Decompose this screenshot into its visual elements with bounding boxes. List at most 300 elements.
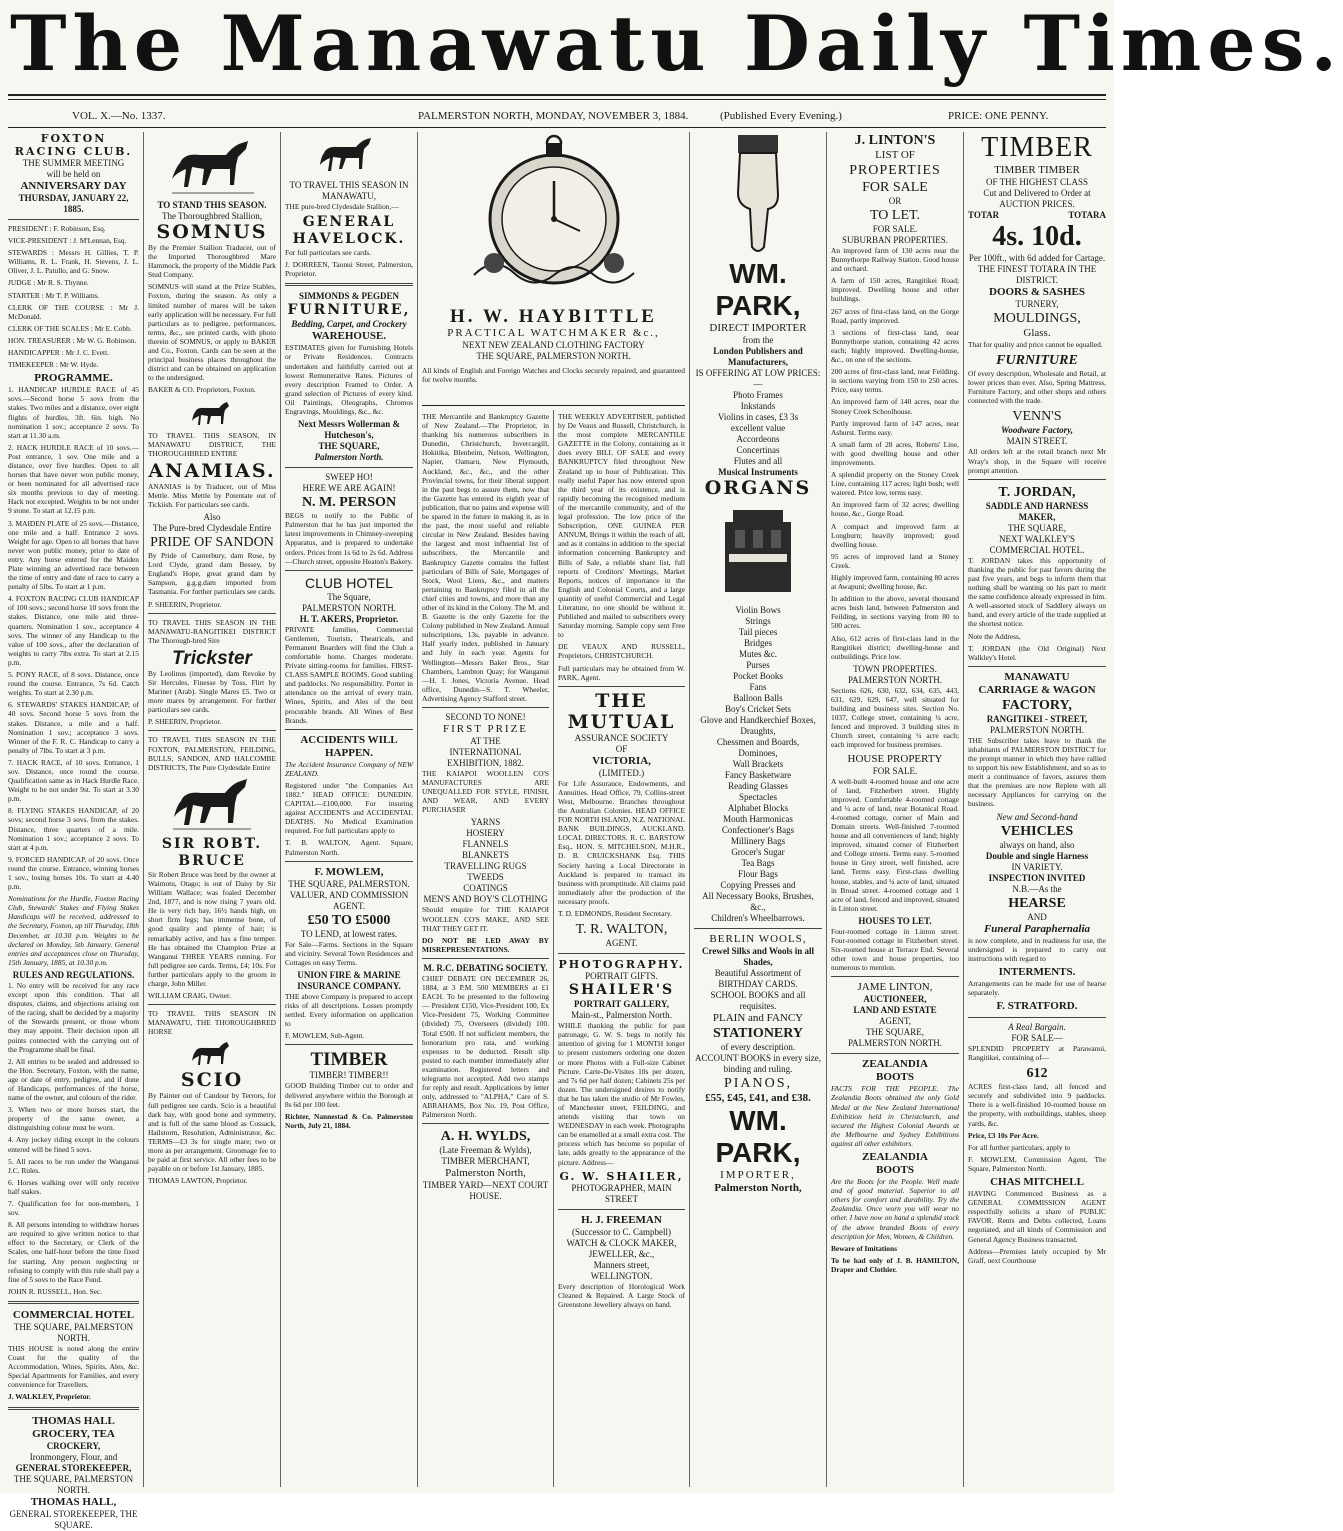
mitchell-name: CHAS MITCHELL	[990, 1176, 1084, 1189]
haybittle-address-2: THE SQUARE, PALMERSTON NORTH.	[476, 351, 631, 361]
wylds-town: Palmerston North,	[445, 1167, 526, 1180]
weekly-advertiser-sign: DE VEAUX AND RUSSELL, Proprietors, CHRISTCHURCH.	[558, 642, 685, 661]
land-estate: LAND AND ESTATE	[853, 1005, 937, 1016]
suburban-item: A compact and improved farm at Longburn; heavily improved; good dwelling house.	[831, 521, 959, 549]
town-properties-body: Sections 626, 630, 632, 634, 635, 443, 631, 629, 629, 647, well situated for building and business sites. Section No. 1037, College street, containing ¼ acre, fenced and improved. 3 building sites in Church street, containing ¼ acre each; each improved for business premises.	[831, 685, 959, 750]
and-label: AND	[1027, 911, 1047, 922]
person-body: BEGS to notify to the Public of Palmerston that he has just imported the latest improvements in Chimney-sweeping Apparatus, and is prepared to undertake orders. Prices from 1s 6d to 2s 6d. Address —Church street, opposite Heaton's Bakery.	[285, 511, 413, 566]
park-item: Concertinas	[736, 445, 780, 455]
shailer-sign: G. W. SHAILER,	[559, 1169, 684, 1183]
programme-item: 5. PONY RACE, of 8 sovs. Distance, once round the course. Entrance, 7s 6d. Catch weights. To start at 2.30 p.m.	[8, 670, 139, 698]
jordan-sign: T. JORDAN (the Old Original) Next Walkley's Hotel.	[968, 643, 1106, 662]
haybittle-body: All kinds of English and Foreign Watches and Clocks securely repaired, and guaranteed for twelve months.	[422, 366, 685, 385]
column-1	[8, 132, 139, 1530]
racing-anniversary: ANNIVERSARY DAY	[20, 180, 127, 192]
column-rule	[280, 132, 281, 1487]
park-item: Reading Glasses	[728, 781, 788, 791]
pride-body: By Pride of Canterbury, dam Rose, by Lord Clyde, grand dam Bessey, by England's Hope, great grand dam by Sampson, g.g.g.dam imported from Tasmania. For further particulars see cards.	[148, 551, 276, 597]
first-prize: FIRST PRIZE	[442, 723, 529, 735]
gazette-body: THE Mercantile and Bankruptcy Gazette of New Zealand.—The Proprietor, in thanking his numerous subscribers in Dunedin, Christchurch, Invercargill, Hokitika, Blenheim, Nelson, Wellington, Napier, Oamaru, New Plymouth, Auckland, &c., &c., and the other Provincial towns, for their liberal support in the past begs to assure them, now that the Gazette has entered its eighth year of publication, that no pains and expense will be spared in the future in making it, as in the past, the most useful and reliable circular in New Zealand. Besides having the largest and most influential list of subscribers, the Mercantile and Bankruptcy Gazette contains the fullest particulars of Bills of Sale, Mortgages of Stock, Wool Liens, &c., and matters pertaining to Bankruptcy filed in all the chief cities and towns, and more than any other of its kind in the Colony. The M. and B. Gazette is the only Gazette for the Colony published in New Zealand. Annual subscriptions, 13s, payable in advance. Half yearly index, published in January and July in each year. Agents for Wellington—Messrs Baker Bros., Star Chambers, Lambton Quay; for Wanganui —H. I. Jones, Victoria Avenue. Head office, Dunedin—S. T. Wheeler, Advertising Agency Stafford street.	[422, 412, 549, 703]
suburban-item: A splendid property on the Stoney Creek Line, containing 117 acres; light bush; well watered. Price low, terms easy.	[831, 470, 960, 498]
mutual-sign: T. D. EDMONDS, Resident Secretary.	[558, 909, 672, 919]
programme-item: 6. STEWARDS' STAKES HANDICAP, of 40 sovs. Second horse 5 sovs from the stakes. Distance, a mile and a half. Nomination 1 sov.; acceptance 3 sovs. Winner of the F. R. C. Handicap to carry a penalty of 7lbs. To start at 3 p.m.	[8, 700, 139, 755]
park-item: Photo Frames	[733, 390, 783, 400]
suburban-item: 200 acres of first-class land, near Feilding, in sections varying from 150 to 250 acres. Price, easy terms.	[831, 367, 959, 395]
note-address: Note the Address,	[968, 631, 1021, 641]
stationery-description: of every description.	[720, 1042, 796, 1052]
shailer-address: Main-st., Palmerston North.	[571, 1010, 672, 1021]
trickster-name: Trickster	[172, 647, 252, 669]
debating-title: M. R.C. DEBATING SOCIETY.	[423, 962, 548, 973]
jordan-next: NEXT WALKLEY'S COMMERCIAL HOTEL.	[989, 533, 1085, 555]
park-from: from the	[742, 335, 774, 345]
union-sign: F. MOWLEM, Sub-Agent.	[285, 1031, 365, 1041]
column-2	[148, 132, 276, 1487]
totara-label: TOTARA	[1068, 210, 1106, 220]
union-body: THE above Company is prepared to accept risks of all descriptions. Losses promptly settled. Every information on application to	[285, 991, 413, 1029]
thomas-hall-title: THOMAS HALL	[32, 1414, 115, 1427]
linton-to-let: TO LET.	[869, 208, 921, 223]
inspection-invited: INSPECTION INVITED	[988, 872, 1086, 883]
column-6	[694, 132, 822, 1487]
house-property-sale: FOR SALE.	[872, 765, 918, 776]
simmonds-pegden: SIMMONDS & PEGDEN	[298, 291, 399, 302]
rule-item: 4. Any jockey riding except in the colours entered will be fined 5 sovs.	[8, 1135, 139, 1154]
timber-title: TIMBER	[981, 132, 1093, 163]
publication-note: (Published Every Evening.)	[720, 110, 842, 122]
park-item: Mutes &c.	[739, 649, 777, 659]
timber-heading: TIMBER	[310, 1049, 388, 1071]
for-sale: FOR SALE—	[1011, 1033, 1063, 1043]
somnus-stand-title: TO STAND THIS SEASON.	[157, 200, 267, 210]
mowlem-role: VALUER, AND COMMISSION AGENT.	[289, 889, 409, 911]
park-item: Flutes and all	[733, 456, 783, 466]
freeman-body: Every description of Horological Work Cleaned & Repaired. A Large Stock of Greenstone Jewellery always on hand.	[558, 1281, 685, 1309]
commercial-hotel-sign: J. WALKLEY, Proprietor.	[8, 1392, 91, 1402]
officer-line: HANDICAPPER : Mr J. C. Evett.	[8, 348, 110, 358]
programme-item: 2. HACK HURDLE RACE of 10 sovs.—Post entrance, 1 sov. One mile and a distance, over five hurdles. Open to all horses that have never won public money, or been nominated for all advertised race six months previous to day of meeting. Hack not excepted. Weights to be not under 9 stone. To start at 12.15 p.m.	[8, 442, 139, 516]
arrangements: Arrangements can be made for use of hearse separately.	[968, 978, 1106, 997]
havelock-intro: THE pure-bred Clydesdale Stallion,—	[285, 202, 399, 211]
volume-number: VOL. X.—No. 1337.	[72, 110, 166, 122]
main-street: MAIN STREET.	[1006, 436, 1068, 447]
jordan-square: THE SQUARE,	[1008, 522, 1066, 533]
officer-line: VICE-PRESIDENT : J. M'Lennan, Esq.	[8, 236, 127, 246]
somnus-pedigree: By the Premier Stallion Traducer, out of the Imported Thoroughbred Mare Hammock, the property of the Middle Park Stud Company.	[148, 243, 276, 280]
bruce-name: SIR ROBT. BRUCE	[161, 835, 263, 869]
havelock-heading: TO TRAVEL THIS SEASON IN MANAWATU,	[289, 180, 409, 201]
anamias-heading: TO TRAVEL THIS SEASON, IN MANAWATU DISTRICT, THE THOROUGHBRED ENTIRE	[148, 430, 276, 458]
rule-item: 7. Qualification fee for non-members, 1 sov.	[8, 1199, 139, 1218]
wylds-late: (Late Freeman & Wylds),	[439, 1145, 532, 1156]
pianos-prices: £55, £45, £41, and £38.	[705, 1092, 811, 1104]
acres-number: 612	[1026, 1066, 1048, 1082]
timber-body: GOOD Building Timber cut to order and delivered anywhere within the Borough at 8s 6d per 100 feet.	[285, 1081, 413, 1109]
thomas-hall-ironmongery: Ironmongery, Flour, and	[29, 1451, 118, 1462]
next-door: Next Messrs Wollerman & Hutcheson's,	[297, 419, 401, 441]
column-rule	[143, 132, 144, 1487]
park-item: Millinery Bags	[730, 836, 786, 846]
mutual-of: OF	[615, 743, 628, 754]
park-item: All Necessary Books, Brushes, &c.,	[702, 891, 814, 912]
somnus-name: SOMNUS	[156, 221, 268, 243]
beware-imitations: Beware of Imitations	[831, 1243, 897, 1253]
suburban-item: 95 acres of improved land at Stoney Creek.	[831, 551, 959, 570]
havelock-sign: J. DORREEN, Taonui Street, Palmerston, Proprietor.	[285, 260, 413, 279]
zealandia-body: Are the Boots for the People. Well made and of good material. Superior to all others for comfort and durability. Try the Zealandia. Once worn you will wear no other. I have now on hand a splendid stock of the above branded Boots of every description for Men, Women, & Children.	[831, 1177, 959, 1241]
accidents-heading: ACCIDENTS WILL HAPPEN.	[300, 733, 398, 759]
in-variety: IN VARIETY.	[1011, 861, 1063, 872]
at-the: AT THE	[470, 736, 501, 746]
finest-totara: THE FINEST TOTARA IN THE DISTRICT.	[977, 264, 1097, 285]
park-direct-importer: DIRECT IMPORTER	[709, 322, 807, 334]
rule-item: 3. When two or more horses start, the property of the same owner, a distinguishing colour must be worn.	[8, 1105, 139, 1133]
zealandia-heading: ZEALANDIA	[861, 1058, 928, 1071]
park-item: Wall Brackets	[732, 759, 784, 769]
thomas-hall-address: THE SQUARE, PALMERSTON NORTH.	[13, 1473, 134, 1495]
loan-body: For Sale—Farms. Sections in the Square and vicinity. Several Town Residences and Cottages on easy Terms.	[285, 939, 413, 967]
town-properties-heading: TOWN PROPERTIES.	[853, 663, 937, 674]
park-item: Grocer's Sugar	[731, 847, 785, 857]
shailer-gallery: PORTRAIT GALLERY,	[574, 999, 669, 1010]
park-item: Chessmen and Boards,	[716, 737, 800, 747]
union-heading: UNION FIRE & MARINE INSURANCE COMPANY.	[297, 969, 401, 991]
suburban-item: A farm of 150 acres, Rangitikei Road; improved. Dwelling house and other buildings.	[831, 276, 959, 304]
jordan-body: T. JORDAN takes this opportunity of thanking the public for past favors during the past five years, and begs to inform them that nothing shall be wanting on his part to merit the same confidence already expressed in him. A well-assorted stock of Saddlery always on hand, and every article of the trade supplied at the shortest notice.	[968, 555, 1106, 629]
suburban-item: An improved farm of 32 acres; dwelling house, &c., Gorge Road.	[831, 500, 959, 519]
park-publishers: London Publishers and Manufacturers,	[713, 346, 803, 367]
freeman-trade: WATCH & CLOCK MAKER, JEWELLER, &c.,	[566, 1237, 677, 1259]
commercial-hotel-body: THIS HOUSE is noted along the entire Coast for the quality of the Accommodation, Wines, Spirits, Ales, &c. Special Apartments for Families, and every convenience for Travellers.	[8, 1343, 139, 1390]
thomas-hall-general: GENERAL STOREKEEPER, THE SQUARE.	[9, 1508, 138, 1530]
park-item: Purses	[746, 660, 770, 670]
somnus-sign: BAKER & CO. Proprietors, Foxton.	[148, 385, 256, 395]
officer-line: PRESIDENT : F. Robinson, Esq.	[8, 224, 106, 233]
racing-signature: JOHN R. RUSSELL, Hon. Sec.	[8, 1286, 103, 1296]
thomas-hall-storekeeper: GENERAL STOREKEEPER,	[15, 1462, 132, 1473]
pocket-watch-illustration	[454, 135, 654, 303]
price: PRICE: ONE PENNY.	[948, 110, 1049, 122]
turnery: TURNERY,	[1015, 299, 1059, 309]
auction-prices: Cut and Delivered to Order at AUCTION PRICES.	[983, 188, 1091, 209]
linton-properties: PROPERTIES	[849, 163, 941, 178]
shailer-photographer: PHOTOGRAPHER, MAIN STREET	[571, 1182, 672, 1204]
quality-price: That for quality and price cannot be equalled.	[968, 340, 1103, 349]
birthday-cards: Beautiful Assortment of BIRTHDAY CARDS.	[714, 968, 802, 989]
totara-labels	[968, 210, 1106, 221]
programme-item: 1. HANDICAP HURDLE RACE of 45 sovs.—Second horse 5 sovs from the stakes. Two miles and a distance, over eight flights of hurdles, 3ft. 6in. high. No nomination 1 sov.; acceptance 2 sovs. To start at 11.30 a.m.	[8, 385, 139, 440]
freeman-town: WELLINGTON.	[590, 1270, 653, 1281]
funeral-paraphernalia: Funeral Paraphernalia	[983, 922, 1091, 935]
accident-company: The Accident Insurance Company of NEW ZEALAND.	[285, 759, 413, 778]
warehouse-heading: WAREHOUSE.	[311, 330, 387, 343]
mutual-limited: (LIMITED.)	[598, 767, 645, 778]
park-item: Flour Bags	[738, 869, 778, 879]
masthead-rule-thin	[8, 99, 1106, 100]
timber-price: 4s. 10d.	[992, 221, 1082, 252]
nominations-notice: Nominations for the Hurdle, Foxton Racing Club, Stewards' Stakes and Flying Stakes Handicaps will be received, addressed to the Secretary, Foxton, up till Thursday, 18th December, at 10.30 p.m. Weights to be declared on Monday, 5th January. General entries and acceptances close on Thursday, 15th January, 1885, at 10.30 p.m.	[8, 894, 139, 967]
park-item: Draughts,	[740, 726, 776, 736]
pianos-heading: PIANOS,	[723, 1076, 793, 1091]
furniture-body: Of every description, Wholesale and Retail, at lower prices than ever. Also, Spring Mattress, Furniture Factory, and other shops and others connected with the trade.	[968, 369, 1106, 406]
pride-sign: P. SHEERIN, Proprietor.	[148, 599, 222, 609]
linton-for-sale: FOR SALE	[862, 180, 928, 195]
thomas-hall-title-2: THOMAS HALL,	[30, 1495, 117, 1508]
organs-heading: ORGANS	[704, 477, 812, 499]
shailer-body: WHILE thanking the public for past patronage, G. W. S. begs to notify his intention of giving for 1 MONTH longer to present customers ordering one dozen or more Photos with a Full-size Cabinet Picture. Carte-De-Visites 10s per dozen, and 7s 6d per half dozen; Cabinets 25s per dozen. The undersigned desires to notify that he has taken the studio of Mr Fowles, of Manchester street, FEILDING, and attends visiting that town on WEDNESDAY in each week. Photographs can be enamelled at a small extra cost. The process which has become so popular of late, adds greatly to the appearance of the picture. Address—	[558, 1021, 685, 1167]
programme-item: 4. FOXTON RACING CLUB HANDICAP of 100 sovs.; second horse 10 sovs from the stakes. Distance, one mile and three-quarters. Nomination 1 sov., acceptance 4 sovs. The winner of any Handicap to the value of 100 sovs., after the declaration of weights to carry 7lbs extra. To start at 2.15 p.m.	[8, 594, 139, 667]
palmerston-north: PALMERSTON NORTH.	[990, 724, 1084, 735]
racing-will-be-held: will be held on	[46, 169, 101, 179]
mutual-body: For Life Assurance, Endowments, and Annuities. Head Office, 79, Collins-street West, Melbourne. Branches throughout the Australian Colonies. HEAD OFFICE FOR NORTH ISLAND, N.Z. NATIONAL BANK BUILDINGS, AUCKLAND. LOCAL DIRECTORS. R. C. BARSTOW Esq., HON. S. MITCHELSON, M.H.R., D. B. CRUICKSHANK Esq. THIS Society having a Local Directorate in Auckland is prepared to transact its business with promptitude. All claims paid immediately after the production of the necessary proofs.	[558, 778, 685, 906]
auctioneer: AUCTIONEER,	[863, 994, 927, 1005]
programme-item: 8. FLYING STAKES HANDICAP, of 20 sovs; second horse 3 sovs. from the stakes. Distance, three quarters of a mile. Nomination 1 sov.; acceptance 2 sovs. To start at 4 p.m.	[8, 806, 139, 852]
programme-title: PROGRAMME.	[34, 372, 113, 385]
further-particulars: For all further particulars, apply to	[968, 1142, 1071, 1152]
somnus-body: SOMNUS will stand at the Prize Stables, Foxton, during the season. As only a limited number of mares will be taken early application will be necessary. For full particulars as to pedigree, performances, terms, &c., see printed cards, with photo therein of SOMNUS, or apply to BAKER and Co., Foxton. Cards can be seen at the principal business places throughout the district and can be obtained on application to the undersigned.	[148, 282, 276, 383]
column-rule	[689, 132, 690, 1487]
mitchell-address: Address—Premises lately occupied by Mr Graff, next Courthouse	[968, 1246, 1106, 1265]
programme-item: 7. HACK RACE, of 10 sovs. Entrance, 1 sov. Distance, once round the course. Qualification same as in Hack Hurdle Race. Weight to be not under 9st. To start at 3.30 p.m.	[8, 757, 139, 804]
officer-line: TIMEKEEPER : Mr W. Hyde.	[8, 360, 99, 370]
havelock-particulars: For full particulars see cards.	[285, 248, 371, 258]
park-item: Alphabet Blocks	[727, 803, 789, 813]
rangitikei-street: RANGITIKEI - STREET,	[986, 713, 1088, 724]
officer-line: STEWARDS : Messrs H. Gillies, T. P. Williams, R. L. Frank, H. Stevens, J. L. Oliver, J. L. Patullo, and G. Snow.	[8, 248, 139, 276]
trickster-heading: TO TRAVEL THIS SEASON IN THE MANAWATU-RANGITIKEI DISTRICT The Thorough-bred Sire	[148, 617, 276, 645]
park-offering: IS OFFERING AT LOW PRICES:—	[695, 368, 821, 389]
park-item: Confectioner's Bags	[721, 825, 795, 835]
bruce-sign: WILLIAM CRAIG, Owner.	[148, 991, 231, 1001]
club-hotel-body: PRIVATE families, Commercial Gentlemen, Tourists, Theatricals, and Permanent Boarders will find the Club a comfortable home. Charges moderate. Private sitting-rooms for families. FIRST-CLASS SAMPLE ROOMS. Good stabling and paddocks. No responsibility. Porter in attendance on the arrival of every train. Wines, Spirits, and Ales of the best procurable brands. All Wines of Best Brands.	[285, 624, 413, 725]
vehicles-heading: VEHICLES	[1000, 823, 1074, 839]
mowlem-agent: F. MOWLEM, Commission Agent, The Square, Palmerston North.	[968, 1154, 1106, 1173]
always-on-hand: always on hand, also	[999, 839, 1075, 850]
palmerston-north: PALMERSTON NORTH.	[848, 1038, 942, 1049]
double-single-harness: Double and single Harness	[985, 850, 1089, 861]
park-item: Glove and Handkerchief Boxes,	[700, 715, 816, 725]
jame-linton: JAME LINTON,	[857, 981, 933, 994]
park-name-2: WM. PARK,	[715, 1105, 801, 1168]
town-properties-location: PALMERSTON NORTH.	[848, 674, 942, 685]
accident-sign: T. B. WALTON, Agent. Square, Palmerston North.	[285, 838, 413, 857]
linton-name: J. LINTON'S	[854, 133, 936, 148]
programme-item: 9. FORCED HANDICAP, of 20 sovs. Once round the course. Entrance, winning horses 1 sov., losing horses 10s. To start at 4.40 p.m.	[8, 854, 139, 892]
rules-title: RULES AND REGULATIONS.	[12, 969, 135, 980]
new-second-hand: New and Second-hand	[996, 811, 1078, 822]
funeral-body: is now complete, and in readiness for use, the undersigned is prepared to carry out instructions with regard to	[968, 935, 1106, 963]
scio-name: SCIO	[180, 1069, 244, 1092]
timber-subheading: TIMBER! TIMBER!!	[309, 1070, 389, 1081]
venns-heading: VENN'S	[1012, 409, 1062, 425]
park-item: Mouth Harmonicas	[723, 814, 793, 824]
suburban-heading: SUBURBAN PROPERTIES.	[842, 235, 948, 245]
freeman-successor: (Successor to C. Campbell)	[572, 1226, 671, 1237]
account-books: ACCOUNT BOOKS in every size, binding and ruling.	[694, 1053, 822, 1074]
column-rule	[963, 132, 964, 1487]
rule-item: 2. All entries to be sealed and addressed to the Hon. Secretary, Foxton, with the name, age or date of entry, pedigree, and if done of Handicaps, performances of the horse, name of the owner, and colours of the rider.	[8, 1056, 139, 1103]
splendid-property: SPLENDID PROPERTY at Parawanui, Rangitikei, containing of—	[968, 1044, 1106, 1063]
officer-line: HON. TREASURER : Mr W. G. Robinson.	[8, 335, 137, 345]
rule-item: 1. No entry will be received for any race except upon this condition. That all disputes, claims, and objections arising out of the racing, shall be decided by a majority of the Stewards present, or those whom they may appoint. Their decision upon all points connected with the carrying out of the Programme shall be final.	[8, 980, 139, 1054]
club-hotel-proprietor: H. T. AKERS, Proprietor.	[299, 613, 399, 624]
suburban-item: 3 sections of first-class land, near Bunnythorpe station, containing 42 acres each; highly improved. Dwelling-house, &c., on one of the sections.	[831, 327, 959, 365]
somnus-thoroughbred: The Thoroughbred Stallion,	[161, 211, 263, 221]
pointing-hand-icon	[728, 135, 788, 255]
stratford-name: F. STRATFORD.	[996, 1000, 1078, 1012]
totar-label: TOTAR	[968, 210, 1000, 220]
portrait-gifts: PORTRAIT GIFTS.	[585, 971, 658, 982]
suburban-item: Partly improved farm of 147 acres, near Ashurst. Terms easy.	[831, 418, 959, 437]
walton-name: T. R. WALTON,	[575, 922, 668, 938]
dateline	[8, 106, 1106, 126]
also-label: Also	[203, 512, 221, 523]
racing-club-title: FOXTON RACING CLUB.	[14, 132, 133, 158]
linton-for-sale-2: FOR SALE.	[872, 224, 918, 234]
shailer-name: SHAILER'S	[568, 982, 675, 999]
crewel-silks: Crewel Silks and Wools in all Shades,	[702, 946, 814, 967]
school-books: SCHOOL BOOKS and all requisites.	[710, 990, 806, 1011]
pride-of-sandon-name: PRIDE OF SANDON	[150, 535, 274, 551]
rule-item: 5. All races to be run under the Wanganui J.C. Rules.	[8, 1156, 139, 1175]
organ-illustration	[713, 502, 803, 602]
park-item: Accordeons	[736, 434, 780, 444]
factory-body: THE Subscriber takes leave to thank the inhabitants of PALMERSTON DISTRICT for the prompt manner in which they have rallied to support his new Establishment, and so as to merit a continuance of favors, assures them that the premises are now Replete with all necessary Appliances for carrying on the business.	[968, 735, 1106, 809]
masthead-rule	[8, 94, 1106, 96]
suburban-item: In addition to the above, several thousand acres bush land, between Palmerston and Feilding, in sections varying from 80 to 500 acres.	[831, 594, 959, 631]
musical-instruments: Musical Instruments	[718, 467, 798, 477]
stationery-heading: STATIONERY	[712, 1026, 803, 1041]
photography-heading: PHOTOGRAPHY.	[558, 958, 685, 972]
clydesdale-illustration	[167, 775, 257, 833]
international-exhibition: INTERNATIONAL EXHIBITION, 1882.	[447, 747, 524, 768]
per-100ft: Per 100ft., with 6d added for Cartage.	[968, 253, 1106, 263]
mutual-society: ASSURANCE SOCIETY	[574, 732, 669, 743]
interments-heading: INTERMENTS.	[998, 965, 1076, 978]
timber-sign: Richter, Nannestad & Co. Palmerston North, July 21, 1884.	[285, 1111, 413, 1130]
thomas-hall-grocery: GROCERY, TEA	[32, 1427, 115, 1440]
accident-body: Registered under "the Companies Act 1882." HEAD OFFICE: DUNEDIN. CAPITAL—£100,000. For insuring against ACCIDENTS and ACCIDENTAL DEATHS. No Medical Examination required. For full particulars apply to	[285, 780, 413, 836]
racing-meeting: THE SUMMER MEETING	[22, 158, 125, 168]
house-property-heading: HOUSE PROPERTY	[847, 752, 943, 765]
officer-line: JUDGE : Mr R. S. Thynne.	[8, 278, 89, 288]
berlin-wools: BERLIN WOOLS,	[709, 933, 807, 945]
person-name: N. M. PERSON	[301, 495, 397, 511]
sweep-ho: SWEEP HO!	[325, 472, 373, 483]
programme-item: 3. MAIDEN PLATE of 25 sovs.—Distance, one mile and a half. Entrance 2 sovs. Weight for age. Open to all horses that have never won public money, prior to date of entry. Any horse entered for the Maiden Plate winning an advertised race between the time of entry and date of race to carry a penalty of 5lbs. To start at 1 p.m.	[8, 518, 139, 592]
zealandia-boots-2: BOOTS	[876, 1164, 914, 1177]
bedding-carpet-crockery: Bedding, Carpet, and Crockery	[291, 319, 407, 330]
highest-class: OF THE HIGHEST CLASS	[986, 177, 1088, 187]
anamias-body: ANANIAS is by Traducer, out of Miss Mettle. Miss Mettle by Potentate out of Tickiish. For particulars see cards.	[148, 481, 276, 509]
weekly-advertiser-agent: Full particulars may be obtained from W. PARK, Agent.	[558, 663, 685, 682]
mowlem-address: THE SQUARE, PALMERSTON.	[288, 878, 410, 889]
bruce-body: Sir Robert Bruce was bred by the owner at Waimotu, Otago; is out of Daisy by Sir William Wallace; was foaled December 2nd, 1877, and is now rising 7 years old. He is very rich bay, 16½ hands high, on short firm legs; has immense bone, of good quality and plenty of hair; is remarkably active, and has a fine temper. He has obtained the Champion Prize at Wanganui THREE YEARS running. For full pedigree see cards. Terms, £4; 10s. For further particulars apply to the groom in charge, John Miller.	[148, 869, 276, 988]
park-item: Fans	[749, 682, 767, 692]
saddle-harness: SADDLE AND HARNESS MAKER,	[985, 500, 1089, 522]
park-item: Dominoes,	[738, 748, 778, 758]
manawatu-heading: MANAWATU	[1004, 670, 1070, 683]
weekly-advertiser-body: THE WEEKLY ADVERTISER, published by De Veaux and Russell, Christchurch, is the most complete MERCANTILE GAZETTE in the Colony, containing as it does every BILL OF SALE and every BANKRUPTCY filed throughout New Zealand up to hour of Publication. This really useful Paper has now entered upon the third year of its existence, and is rapidly becoming the recognised medium of the mercantile community, and of the legal profession. The low price of the Subscription, ONE GUINEA PER ANNUM, Brings it within the reach of all, and as it contains in addition to the special information concerning Bankruptcy and Bills of Sale, a reliable share list, full reports of Creditors' Meetings, Market Reports, notices of importance in the English and Colonial Courts, and a large quantity of useful Commercial and Legal Literature, no one should be without it. Published and mailed to subscribers every Saturday morning. Sample copy sent Free to	[558, 412, 685, 640]
park-item: Bridges	[744, 638, 772, 648]
wylds-name: A. H. WYLDS,	[440, 1129, 531, 1145]
hearse-heading: HEARSE	[1008, 895, 1066, 911]
park-item: excellent value	[730, 423, 786, 433]
suburban-item: A small farm of 28 acres, Roberts' Line, with good dwelling house and other improvements.	[831, 439, 959, 467]
estimates-body: ESTIMATES given for Furnishing Hotels or Private Residences. Contracts undertaken and faithfully carried out at lowest Remunerative Rates. Pictures of every description Framed to Order. A grand selection of Pictures of every kind. Oil Paintings, Oleographs, Chromos Engravings, Mouldings, &c., &c.	[285, 343, 413, 417]
park-item: Pocket Books	[733, 671, 783, 681]
racing-date: THURSDAY, JANUARY 22, 1885.	[18, 193, 129, 214]
park-item: Strings	[745, 616, 771, 626]
park-item: Spectacles	[739, 792, 777, 802]
jordan-name: T. JORDAN,	[998, 484, 1076, 500]
officer-line: CLERK OF THE SCALES : Mr E. Cobb.	[8, 323, 132, 333]
kaiapoi-item: HOSIERY	[466, 828, 505, 839]
club-hotel-town: PALMERSTON NORTH.	[302, 602, 396, 613]
here-we-are: HERE WE ARE AGAIN!	[302, 483, 396, 494]
club-hotel-title: CLUB HOTEL	[305, 574, 393, 591]
park-item: Violins in cases, £3 3s	[717, 412, 799, 422]
rule-item: 6. Horses walking over will only receive half stakes.	[8, 1177, 139, 1196]
column-rule	[417, 132, 418, 1487]
scio-sign: THOMAS LAWTON, Proprietor.	[148, 1176, 248, 1186]
park-item: Boy's Cricket Sets	[724, 704, 792, 714]
commercial-hotel-title: COMMERCIAL HOTEL	[12, 1308, 135, 1321]
park-item: Tea Bags	[741, 858, 775, 868]
column-8	[968, 132, 1106, 1487]
glass: Glass.	[1023, 327, 1051, 339]
kaiapoi-item: COATINGS	[463, 883, 508, 894]
woodware-factory: Woodware Factory,	[1001, 425, 1073, 436]
haybittle-name: H. W. HAYBITTLE	[450, 306, 657, 327]
zealandia-heading-2: ZEALANDIA	[861, 1151, 928, 1164]
wylds-merchant: TIMBER MERCHANT,	[441, 1156, 530, 1167]
mutual-victoria: VICTORIA,	[592, 754, 651, 767]
column-4	[422, 412, 549, 1487]
commercial-hotel-address: THE SQUARE, PALMERSTON NORTH.	[13, 1321, 134, 1343]
acres-body: ACRES first-class land, all fenced and securely and subdivided into 9 paddocks. There is a well-finished 10-roomed house on the property, with outbuildings, stables, sheep yards, &c.	[968, 1082, 1106, 1128]
walton-agent: AGENT.	[605, 938, 638, 949]
the-square: THE SQUARE,	[318, 441, 380, 452]
hamilton-notice: To be had only of J. B. HAMILTON, Draper and Clothier.	[831, 1255, 959, 1274]
linton-list-of: LIST OF	[875, 149, 915, 161]
mitchell-body: HAVING Commenced Business as a GENERAL COMMISSION AGENT respectfully solicits a share of PUBLIC FAVOR. Rents and Debts collected, Loans negotiated, and all kinds of Commission and General Agency Business transacted.	[968, 1189, 1106, 1244]
park-name: WM. PARK,	[715, 258, 801, 321]
havelock-name: GENERAL HAVELOCK.	[292, 214, 406, 248]
mouldings: MOULDINGS,	[993, 311, 1081, 326]
suburban-item: An improved farm of 130 acres near the Bunnythorpe Railway Station. Good house and orchard.	[831, 246, 959, 274]
pride-clydesdale: The Pure-bred Clydesdale Entire	[152, 523, 272, 534]
thomas-hall-crockery: CROCKERY,	[46, 1440, 101, 1451]
kaiapoi-heading: THE KAIAPOI WOOLLEN CO'S MANUFACTURES ARE UNEQUALLED FOR STYLE, FINISH, AND WEAR, AND EVERY PURCHASER	[422, 769, 549, 815]
factory-heading: FACTORY,	[1002, 697, 1072, 713]
column-rule	[826, 132, 827, 1487]
house-property-body: A well-built 4-roomed house and one acre of land, Fitzherbert street. Highly improved. Comfortable 4-roomed cottage and ¼ acre of land, near Botanical Road. 4-roomed cottage, corner of Main and Domain streets. Well-finished 7-roomed house and all conveniences of land; highly improved, situated corner of Fitzherbert and College streets. Terms easy. 5-roomed house in Grey street, well finished, acre land. Terms easy. First-class dwelling house, stables, and ¼ acre of land, situated in Broad street. 4-roomed cottage and 1 acre of land, fenced and improved, situated in Linton street.	[831, 776, 959, 913]
plain-fancy: PLAIN and FANCY	[712, 1012, 804, 1024]
bruce-heading: TO TRAVEL THIS SEASON IN THE FOXTON, PALMERSTON, FEILDING, BULLS, SANDON, AND HALCOMBE DISTRICTS, The Pure Clydesdale Entire	[148, 735, 276, 772]
kaiapoi-item: TRAVELLING RUGS	[444, 861, 527, 872]
kaiapoi-item: BLANKETS	[462, 850, 509, 861]
park-importer: IMPORTER,	[720, 1169, 796, 1181]
kaiapoi-item: FLANNELS	[462, 839, 509, 850]
horse-icon	[187, 398, 237, 428]
haybittle-watchmaker: PRACTICAL WATCHMAKER &c.,	[447, 327, 660, 339]
park-item: Fancy Basketware	[724, 770, 792, 780]
park-item: Violin Bows	[735, 605, 781, 615]
scio-body: By Painter out of Candour by Terrors, for full pedigree see cards. Scio is a beautiful dark bay, with good bone and symmetry, and is full of the same blood as Cossack, Hailstorm, Resolution, Administrator, &c. TERMS—£3 3s for single mare; two or more as per arrangement. Groomage fee to be paid at first service. All other fees to be payable on or before 1st January, 1885.	[148, 1091, 276, 1174]
club-hotel-square: The Square,	[327, 591, 371, 602]
park-item: Balloon Balls	[733, 693, 783, 703]
